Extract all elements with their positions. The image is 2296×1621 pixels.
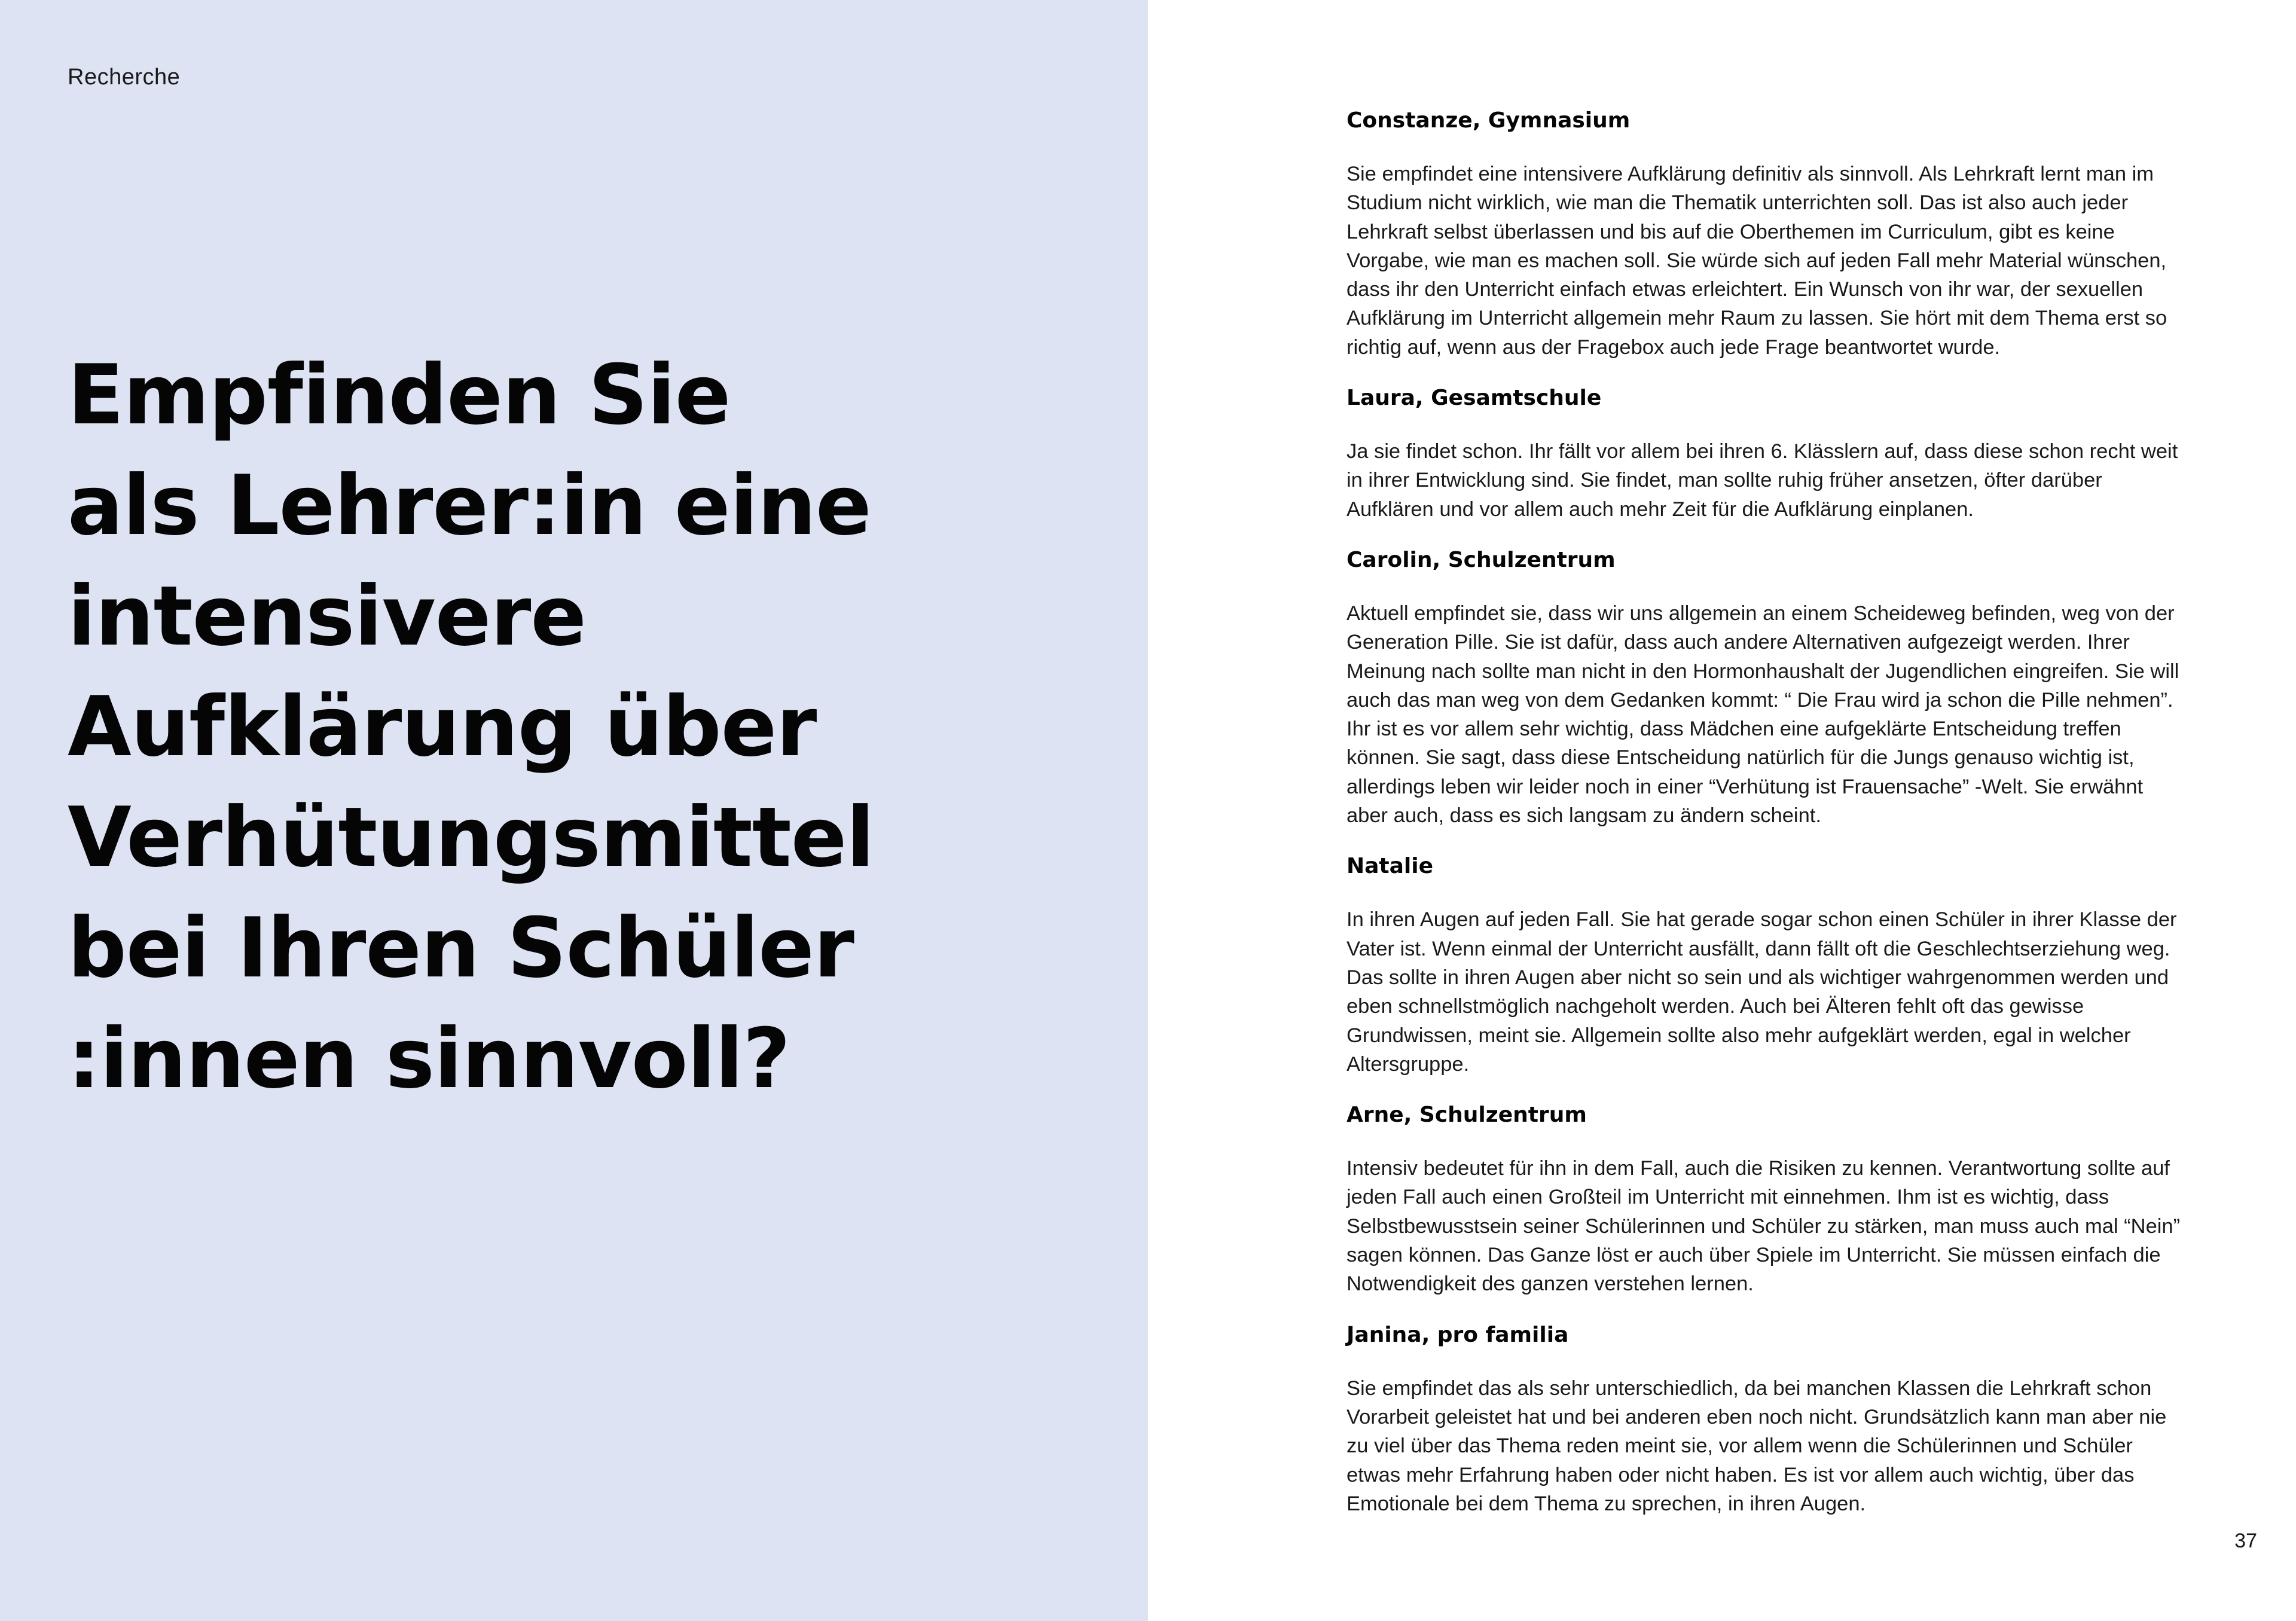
headline-line: als Lehrer:in eine (68, 457, 871, 554)
interview-entry (1347, 105, 2187, 362)
interviewee-name: Laura, Gesamtschule (1347, 386, 1602, 411)
headline (68, 340, 1084, 1114)
interviewee-name: Carolin, Schulzentrum (1347, 547, 1616, 572)
headline-line: Empfinden Sie (68, 347, 731, 443)
interview-entry (1347, 382, 2187, 524)
interviewee-name: Arne, Schulzentrum (1347, 1103, 1587, 1128)
interview-entry (1347, 544, 2187, 830)
interview-summary: Intensiv bedeutet für ihn in dem Fall, auch die Risiken zu kennen. Verantwortung sollte auf jeden Fall auch einen Großteil im Unterricht mit einnehmen. Ihm ist es wichtig, dass Selbstbewusstsein seiner Schülerinnen und Schüler zu stärken, man muss auch mal “Nein” sagen können. Das Ganze löst er auch über Spiele im Unterricht. Sie müssen einfach die Notwendigkeit des ganzen verstehen lernen. (1347, 1157, 2181, 1296)
headline-line: :innen sinnvoll? (68, 1011, 790, 1107)
headline-line: Aufklärung über (68, 679, 817, 775)
section-label: Recherche (68, 65, 181, 90)
interview-summary: Ja sie findet schon. Ihr fällt vor allem bei ihren 6. Klässlern auf, dass diese schon recht weit in ihrer Entwicklung sind. Sie findet, man sollte ruhig früher ansetzen, öfter darüber Aufklären und vor allem auch mehr Zeit für die Aufklärung einplanen. (1347, 440, 2178, 521)
interview-list (1347, 105, 2187, 1538)
interview-summary: Sie empfindet eine intensivere Aufklärung definitiv als sinnvoll. Als Lehrkraft lernt man im Studium nicht wirklich, wie man die Thematik unterrichten soll. Das ist also auch jeder Lehrkraft selbst überlassen und bis auf die Oberthemen im Curriculum, gibt es keine Vorgabe, wie man es machen soll. Sie würde sich auf jeden Fall mehr Material wünschen, dass ihr den Unterricht einfach etwas erleichtert. Ein Wunsch von ihr war, der sexuellen Aufklärung im Unterricht allgemein mehr Raum zu lassen. Sie hört mit dem Thema erst so richtig auf, wenn aus der Fragebox auch jede Frage beantwortet wurde. (1347, 163, 2167, 359)
headline-line: intensivere (68, 568, 586, 664)
interview-summary: Aktuell empfindet sie, dass wir uns allgemein an einem Scheideweg befinden, weg von der Generation Pille. Sie ist dafür, dass auch andere Alternativen aufgezeigt werden. Ihrer Meinung nach sollte man nicht in den Hormonhaushalt der Jugendlichen eingreifen. Sie will auch das man weg von dem Gedanken kommt: “ Die Frau wird ja schon die Pille nehmen”. Ihr ist es vor allem sehr wichtig, dass Mädchen eine aufgeklärte Entscheidung treffen können. Sie sagt, dass diese Entscheidung natürlich für die Jungs genauso wichtig ist, allerdings leben wir leider noch in einer “Verhütung ist Frauensache” -Welt. Sie erwähnt aber auch, dass es sich langsam zu ändern scheint. (1347, 602, 2179, 828)
headline-line: Verhütungsmittel (68, 789, 874, 886)
right-page (1148, 0, 2296, 1621)
interview-entry (1347, 1099, 2187, 1298)
page-number: 37 (2234, 1530, 2257, 1552)
interview-summary: In ihren Augen auf jeden Fall. Sie hat gerade sogar schon einen Schüler in ihrer Klasse der Vater ist. Wenn einmal der Unterricht ausfällt, dann fällt oft die Geschlechtserziehung weg. Das sollte in ihren Augen aber nicht so sein und als wichtiger wahrgenommen werden und eben schnellstmöglich nachgeholt werden. Auch bei Älteren fehlt oft das gewisse Grundwissen, meint sie. Allgemein sollte also mehr aufgeklärt werden, egal in welcher Altersgruppe. (1347, 908, 2177, 1076)
headline-line: bei Ihren Schüler (68, 900, 854, 996)
interviewee-name: Constanze, Gymnasium (1347, 108, 1631, 133)
interview-summary: Sie empfindet das als sehr unterschiedlich, da bei manchen Klassen die Lehrkraft schon Vorarbeit geleistet hat und bei anderen eben noch nicht. Grundsätzlich kann man aber nie zu viel über das Thema reden meint sie, vor allem wenn die Schülerinnen und Schüler etwas mehr Erfahrung haben oder nicht haben. Es ist vor allem auch wichtig, über das Emotionale bei dem Thema zu sprechen, in ihren Augen. (1347, 1376, 2167, 1515)
interview-entry (1347, 850, 2187, 1079)
interview-entry (1347, 1319, 2187, 1518)
interviewee-name: Natalie (1347, 854, 1434, 879)
interviewee-name: Janina, pro familia (1347, 1322, 1569, 1347)
